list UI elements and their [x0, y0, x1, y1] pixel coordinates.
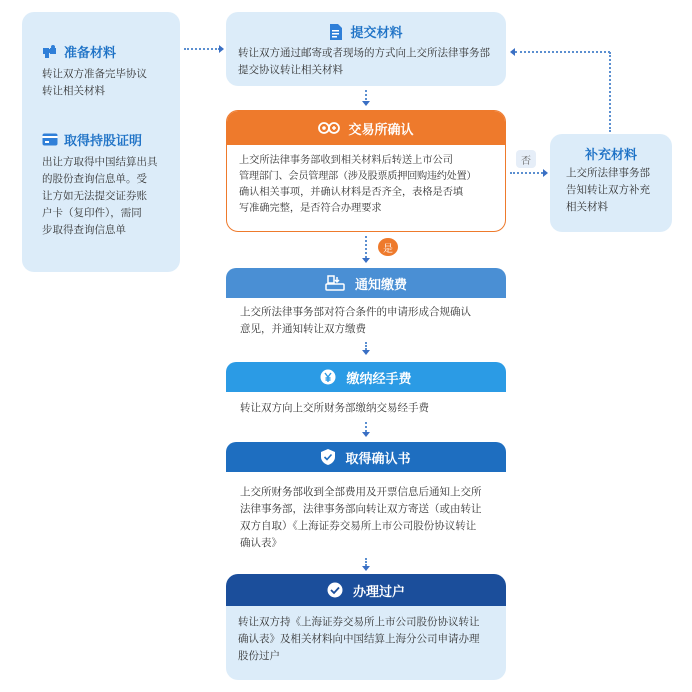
certificate-title-row [42, 130, 142, 149]
arrow-head [543, 169, 548, 177]
text-line: 转让双方准备完毕协议 [42, 68, 147, 80]
transfer-text [226, 606, 506, 665]
exchange-confirm-text [227, 145, 505, 217]
text-line: 步取得查询信息单 [42, 224, 126, 236]
text-line: 相关材料 [566, 201, 608, 213]
pay-fee-title: 缴纳经手费 [346, 371, 412, 387]
prepare-text [42, 66, 172, 100]
get-confirmation-title: 取得确认书 [345, 451, 411, 467]
submit-title-row [226, 22, 506, 41]
text-line: 写准确完整，是否符合办理要求 [239, 203, 382, 214]
text-line: 上交所法律事务部对符合条件的申请形成合规确认 [240, 306, 471, 318]
arrow-head [362, 432, 370, 437]
shield-check-icon [321, 449, 335, 465]
arrow-prepare-to-submit [184, 48, 220, 50]
text-line: 双方自取）《上海证券交易所上市公司股份协议转让 [240, 520, 477, 532]
get-confirmation-header [226, 442, 506, 472]
prepare-title: 准备材料 [64, 46, 117, 61]
arrow-notify-to-pay [365, 342, 367, 350]
no-badge: 否 [516, 150, 536, 168]
pay-fee-body [226, 400, 506, 417]
transfer-title: 办理过户 [352, 584, 405, 600]
text-line: 上交所法律事务部 [566, 167, 650, 179]
yen-icon [320, 369, 336, 385]
text-line: 户卡（复印件），需同 [42, 207, 142, 219]
submit-title: 提交材料 [350, 26, 403, 41]
document-icon [329, 24, 342, 40]
arrow-supplement-up [609, 52, 611, 132]
text-line: 管理部门、会员管理部（涉及股票质押回购违约处置） [239, 171, 477, 182]
text-line: 转让双方向上交所财务部缴纳交易经手费 [240, 402, 429, 414]
arrow-head [362, 101, 370, 106]
arrow-confirmation-to-transfer [365, 558, 367, 566]
text-line: 上交所财务部收到全部费用及开票信息后通知上交所 [240, 486, 482, 498]
text-line: 意见，并通知转让双方缴费 [240, 323, 366, 335]
yes-badge: 是 [378, 238, 398, 256]
arrow-head [219, 45, 224, 53]
arrow-exchange-to-supplement [510, 172, 546, 174]
arrow-head [510, 48, 515, 56]
text-line: 转让双方持《上海证券交易所上市公司股份协议转让 [238, 616, 480, 628]
text-line: 确认表》 [240, 537, 282, 549]
check-circle-icon [327, 582, 343, 598]
transfer-header [226, 574, 506, 606]
payment-icon [325, 275, 345, 291]
arrow-head [362, 566, 370, 571]
puzzle-icon [42, 44, 58, 60]
exchange-confirm-header [227, 111, 505, 145]
text-line: 确认相关事项，并确认材料是否齐全，表格是否填 [239, 187, 464, 198]
certificate-title: 取得持股证明 [64, 134, 143, 149]
text-line: 告知转让双方补充 [566, 184, 650, 196]
get-confirmation-body [226, 484, 506, 552]
transfer-box [226, 574, 506, 680]
arrow-supplement-left [515, 51, 610, 53]
text-line: 法律事务部，法律事务部向转让双方寄送（或由转让 [240, 503, 482, 515]
text-line: 股份过户 [238, 650, 280, 662]
arrow-head [362, 258, 370, 263]
supplement-title: 补充材料 [584, 148, 637, 163]
text-line: 转让双方通过邮寄或者现场的方式向上交所法律事务部 [238, 47, 490, 59]
submit-text [238, 45, 500, 79]
text-line: 出让方取得中国结算出具 [42, 156, 158, 168]
prepare-title-row [42, 42, 116, 61]
text-line: 让方如无法提交证券账 [42, 190, 147, 202]
arrow-exchange-to-notify [365, 236, 367, 258]
certificate-text [42, 154, 172, 239]
text-line: 上交所法律事务部收到相关材料后转送上市公司 [239, 155, 453, 166]
exchange-icon [318, 121, 340, 135]
notify-fee-title: 通知缴费 [354, 277, 407, 293]
text-line: 确认表》及相关材料向中国结算上海分公司申请办理 [238, 633, 480, 645]
text-line: 转让相关材料 [42, 85, 105, 97]
arrow-pay-to-confirmation [365, 422, 367, 432]
text-line: 的股份查询信息单。受 [42, 173, 147, 185]
notify-fee-header [226, 268, 506, 298]
notify-fee-body [226, 304, 506, 338]
supplement-text [566, 165, 666, 216]
text-line: 提交协议转让相关材料 [238, 64, 343, 76]
arrow-submit-to-exchange [365, 90, 367, 100]
card-icon [42, 133, 58, 146]
exchange-confirm-box [226, 110, 506, 232]
exchange-confirm-title: 交易所确认 [348, 122, 414, 138]
pay-fee-header [226, 362, 506, 392]
arrow-head [362, 350, 370, 355]
